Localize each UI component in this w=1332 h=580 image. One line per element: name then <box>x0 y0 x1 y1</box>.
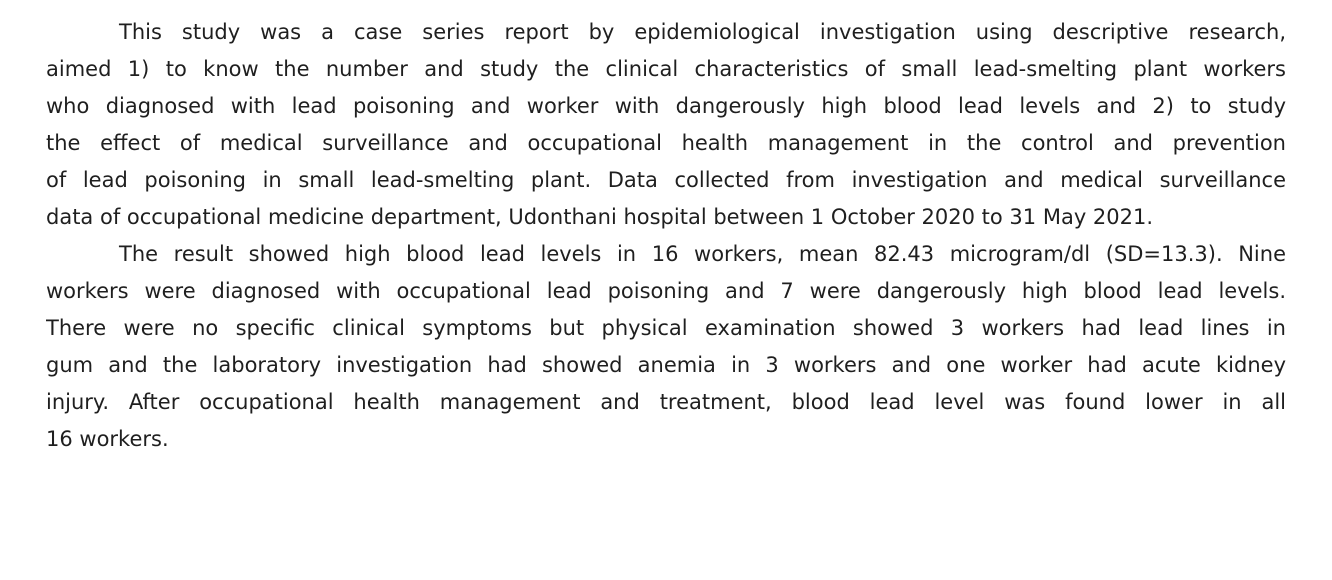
text-line: aimed 1) to know the number and study the clinical characteristics of small lead-smelting plant workers <box>46 57 1286 81</box>
text-line: the effect of medical surveillance and occupational health management in the control and prevention <box>46 131 1286 155</box>
abstract-document <box>46 14 1286 458</box>
text-line: data of occupational medicine department, Udonthani hospital between 1 October 2020 to 31 May 2021. <box>46 205 1154 229</box>
text-line: gum and the laboratory investigation had showed anemia in 3 workers and one worker had acute kidney <box>46 353 1286 377</box>
paragraph-results <box>46 236 1286 458</box>
text-line: The result showed high blood lead levels in 16 workers, mean 82.43 microgram/dl (SD=13.3). Nine <box>119 242 1286 266</box>
text-line: There were no specific clinical symptoms but physical examination showed 3 workers had lead lines in <box>46 316 1286 340</box>
text-line: of lead poisoning in small lead-smelting plant. Data collected from investigation and medical surveillance <box>46 168 1286 192</box>
text-line: injury. After occupational health management and treatment, blood lead level was found lower in all <box>46 390 1286 414</box>
text-line: 16 workers. <box>46 427 169 451</box>
text-line: workers were diagnosed with occupational lead poisoning and 7 were dangerously high blood lead levels. <box>46 279 1286 303</box>
text-line: who diagnosed with lead poisoning and worker with dangerously high blood lead levels and 2) to study <box>46 94 1286 118</box>
text-line: This study was a case series report by epidemiological investigation using descriptive research, <box>119 20 1286 44</box>
paragraph-study-description <box>46 14 1286 236</box>
